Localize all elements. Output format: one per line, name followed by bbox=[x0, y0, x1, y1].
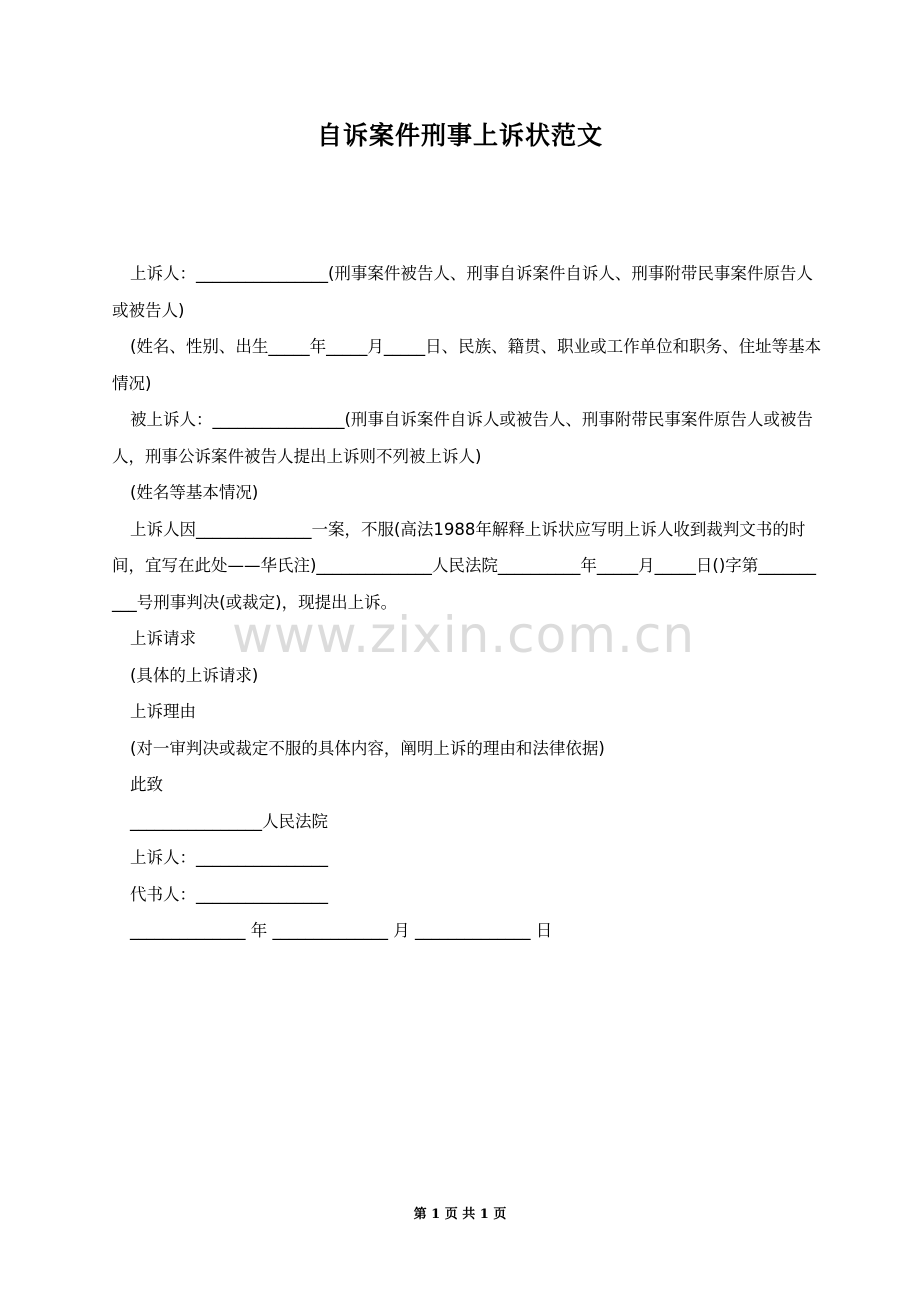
appellant-details-note: (姓名、性别、出生_____年_____月_____日、民族、籍贯、职业或工作单位和职务、住址等基本情况) bbox=[112, 337, 822, 393]
document-body bbox=[112, 256, 824, 950]
page-footer: 第 1 页 共 1 页 bbox=[413, 1207, 507, 1222]
appeal-request-note: (具体的上诉请求) bbox=[130, 665, 259, 685]
date-line: ______________ 年 ______________ 月 ______________ 日 bbox=[130, 921, 553, 940]
signature-appellant: 上诉人：________________ bbox=[130, 848, 328, 867]
watermark: www.zixin.com.cn bbox=[232, 606, 696, 664]
court-line: ________________人民法院 bbox=[130, 811, 328, 831]
signature-scribe: 代书人：________________ bbox=[130, 884, 328, 904]
appellee-line: 被上诉人：________________(刑事自诉案件自诉人或被告人、刑事附带民事案件原告人或被告人，刑事公诉案件被告人提出上诉则不列被上诉人) bbox=[112, 410, 813, 466]
appeal-reason-heading: 上诉理由 bbox=[130, 702, 196, 721]
document-title: 自诉案件刑事上诉状范文 bbox=[316, 121, 603, 150]
salutation: 此致 bbox=[130, 775, 163, 794]
appeal-reason-note: (对一审判决或裁定不服的具体内容，阐明上诉的理由和法律依据) bbox=[130, 738, 605, 758]
appellant-line: 上诉人：________________(刑事案件被告人、刑事自诉案件自诉人、刑事附带民事案件原告人或被告人) bbox=[112, 264, 813, 320]
appeal-request-heading: 上诉请求 bbox=[130, 629, 196, 648]
appellee-details-note: (姓名等基本情况) bbox=[130, 483, 259, 502]
appeal-cause-paragraph: 上诉人因______________一案，不服(高法1988年解释上诉状应写明上诉人收到裁判文书的时间，宜写在此处——华氏注)______________人民法院__________年_____月_____日()字第__________号刑事判决(或裁定)，现提出上诉。 bbox=[112, 519, 817, 612]
